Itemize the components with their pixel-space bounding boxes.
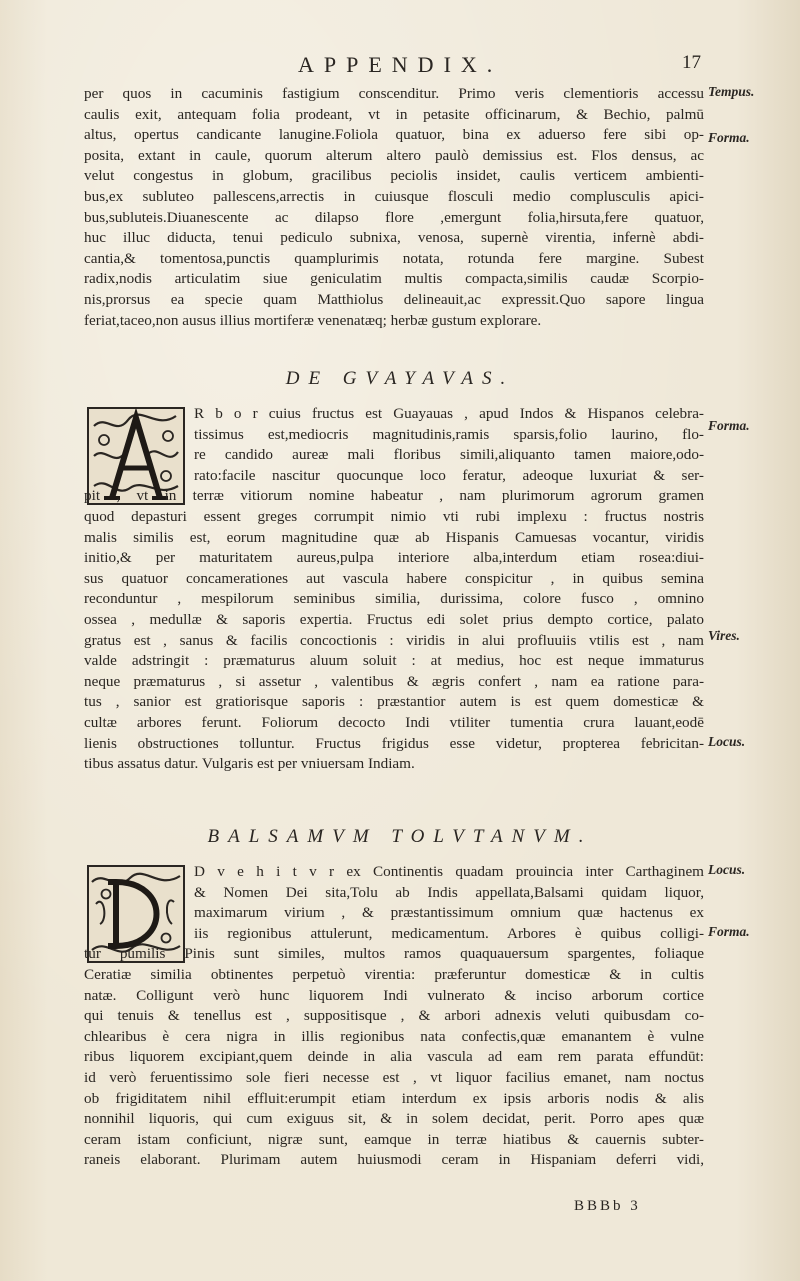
text-line: cultæ arbores ferunt. Foliorum decocto Indi vtiliter tumentia crura lauant,eodē	[84, 713, 704, 731]
text-line: sus quatuor concamerationes aut vascula habere conspicitur , in quibus semina	[84, 569, 704, 587]
text-line: ceram istam conficiunt, nigræ sunt, eamque in terræ hiatibus & cauernis subter-	[84, 1130, 704, 1148]
text-line: initio,& per maturitatem aureus,pulpa interiore alba,interdum etiam rosea:diui-	[84, 549, 704, 567]
text-line: caulis exit, antequam folia prodeant, vt in petasite officinarum, & Bechio, palmū	[84, 105, 704, 123]
text-line: tus , sanior est gratiorisque saporis : præstantior autem is est quem domesticæ &	[84, 693, 704, 711]
section-3-text	[84, 862, 704, 1171]
text-line: neque præmaturus , si assetur , valentibus & ægris confert , nam ea ratione para-	[84, 672, 704, 690]
text-line: Ceratiæ similia obtinentes perpetuò virentia: præferuntur domesticæ & in cultis	[84, 965, 704, 983]
text-line: gratus est , sanus & facilis concoctionis : viridis in alui profluuiis vtilis est , nam	[84, 631, 704, 649]
text-line: qui tenuis & tenellus est , suppositisque , & arbori adnexis veluti quibusdam co-	[84, 1007, 704, 1025]
text-line: posita, extant in caule, quorum alterum altero paulò demissius est. Flos densus, ac	[84, 146, 704, 164]
text-line: R b o r cuius fructus est Guayauas , apud Indos & Hispanos celebra-	[194, 405, 704, 422]
margin-note-locus: Locus.	[708, 734, 746, 749]
text-line: natæ. Colligunt verò hunc liquorem Indi vulnerato & inciso arborum cortice	[84, 986, 704, 1004]
text-line: velut congestus in globum, gracilibus peciolis insidet, caulis verticem ambienti-	[84, 167, 704, 185]
text-line: tur pumilis Pinis sunt similes, multos ramos quaquauersum spargentes, foliaque	[84, 945, 704, 963]
text-line: nis,prorsus ea specie quam Matthiolus delineauit,ac expressit.Quo sapore lingua	[84, 290, 704, 308]
text-line: pit , vt in terræ vitiorum nomine habeatur , nam plurimorum agrorum gramen	[84, 487, 704, 505]
text-line: ribus liquorem excipiant,quem deinde in alia vascula ad eam rem parata effundūt:	[84, 1048, 704, 1066]
section-title-guayavas: DE GVAYAVAS.	[285, 368, 515, 389]
text-line: quod depasturi essent greges corrumpit nimio vti rubi implexu : fructus nostris	[84, 507, 704, 525]
section-1-text	[84, 84, 704, 331]
text-line: per quos in cacuminis fastigium conscenditur. Primo veris clementioris accessu	[84, 85, 704, 102]
text-line: reconduntur , mespilorum seminibus similia, durissima, colore fusco , omnino	[84, 590, 704, 608]
text-line: ob frigiditatem nihil effluit:erumpit etiam interdum ex ipsis arboris nodis & alis	[84, 1089, 704, 1107]
text-line: valde adstringit : præmaturus aluum soluit : at medius, hoc est neque immaturus	[84, 652, 704, 670]
margin-note-locus: Locus.	[708, 862, 746, 877]
page-number: 17	[682, 52, 701, 73]
text-line: re candido aureæ mali floribus simili,aliquanto tamen maiore,odo-	[194, 446, 704, 464]
text-line: huc illuc diducta, tenui pediculo subnixa, venosa, supernè virentia, infernè abdi-	[84, 229, 704, 247]
text-line: lienis obstructiones tolluntur. Fructus frigidus esse videtur, propterea febricitan-	[84, 734, 704, 752]
text-line: tibus assatus datur. Vulgaris est per vniuersam Indiam.	[84, 755, 415, 773]
text-line: feriat,taceo,non ausus illius mortiferæ venenatæq; herbæ gustum explorare.	[84, 311, 542, 329]
text-line: rato:facile nascitur quocunque loco feratur, adeoque luxuriat & ser-	[194, 466, 704, 484]
running-head: APPENDIX.	[298, 52, 503, 77]
margin-note-vires: Vires.	[708, 628, 740, 643]
text-line: raneis elaborant. Plurimam autem huiusmodi ceram in Hispaniam deferri vidi,	[84, 1151, 704, 1169]
text-line: iis regionibus attulerunt, medicamentum. Arbores è quibus colligi-	[194, 924, 704, 942]
text-line: D v e h i t v r ex Continentis quadam prouincia inter Carthaginem	[194, 863, 704, 880]
text-line: chlearibus è cera nigra in illis regionibus nata confectis,quæ emanantem è vulne	[84, 1027, 704, 1045]
page-header	[0, 52, 800, 82]
text-line: tissimus est,mediocris magnitudinis,ramis sparsis,folio laurino, flo-	[194, 425, 704, 443]
text-line: malis similis est, eorum magnitudine quæ ab Hispanis Camuesas vocantur, viridis	[84, 528, 704, 546]
margin-note-forma: Forma.	[708, 924, 750, 939]
printer-signature: BBBb 3	[574, 1198, 641, 1214]
margin-note-tempus: Tempus.	[708, 84, 755, 99]
text-line: altus, opertus candicante lanugine.Foliola quatuor, bina ex aduerso fere sibi op-	[84, 126, 704, 144]
text-line: id verò feruentissimo sole fieri necesse est , vt liquor facilius emanet, nam noctus	[84, 1068, 704, 1086]
text-line: ossea , medullæ & saporis expertia. Fructus edi solet prius dempto cortice, palato	[84, 610, 704, 628]
text-line: & Nomen Dei sita,Tolu ab Indis appellata,Balsami quidam liquor,	[194, 883, 704, 901]
section-2-text	[84, 404, 704, 775]
text-line: maximarum virium , & præstantissimum omnium quæ hactenus ex	[194, 904, 704, 922]
margin-note-forma: Forma.	[708, 418, 750, 433]
margin-note-forma: Forma.	[708, 130, 750, 145]
text-line: radix,nodis articulatim siue geniculatim multis compacta,similis caudæ Scorpio-	[84, 270, 704, 288]
text-line: bus,subluteis.Diuanescente ac dilapso flore ,emergunt folia,hirsuta,fere quatuor,	[84, 208, 704, 226]
text-line: nonnihil liquoris, qui cum exiguus sit, & in solem decidat, perit. Porro apes quæ	[84, 1110, 704, 1128]
section-title-balsamum: BALSAMVM TOLVTANVM.	[207, 826, 593, 847]
text-line: cantia,& tomentosa,punctis quamplurimis notata, rotunda fere margine. Subest	[84, 249, 704, 267]
text-line: bus,ex subluteo pallescens,arrectis in cuiusque flosculi medio complusculis apici-	[84, 187, 704, 205]
